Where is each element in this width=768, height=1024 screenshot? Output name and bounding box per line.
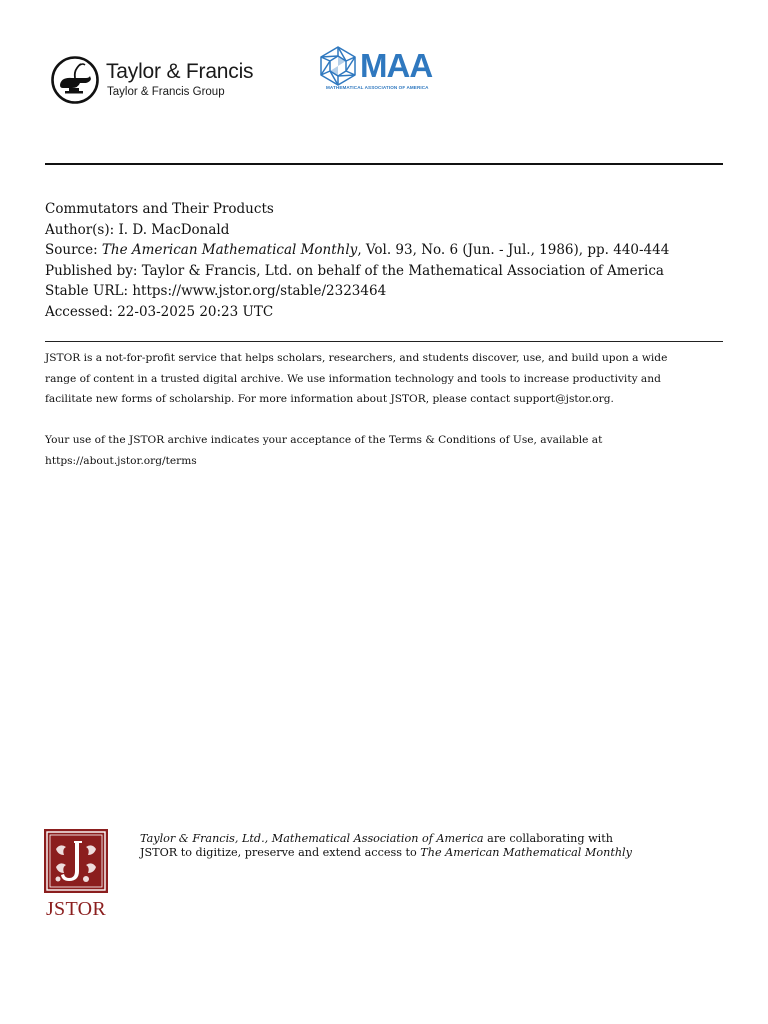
top-divider xyxy=(45,163,723,165)
taylor-francis-logo xyxy=(50,55,270,107)
source-label: Source: xyxy=(45,242,98,258)
taylor-francis-group: Taylor & Francis Group xyxy=(107,86,225,98)
jstor-seal-icon xyxy=(44,829,108,893)
notice-paragraph-terms xyxy=(45,430,725,471)
notice-line: facilitate new forms of scholarship. For more information about JSTOR, please contact support@jstor.org. xyxy=(45,393,614,405)
notice-line: range of content in a trusted digital archive. We use information technology and tools to increase productivity and xyxy=(45,372,661,385)
terms-link[interactable]: https://about.jstor.org/terms xyxy=(45,454,197,467)
source-details: , Vol. 93, No. 6 (Jun. - Jul., 1986), pp. 440-444 xyxy=(357,242,670,258)
publisher: Taylor & Francis, Ltd. on behalf of the Mathematical Association of America xyxy=(141,262,664,279)
notice-line: JSTOR is a not-for-profit service that helps scholars, researchers, and students discover, use, and build upon a wide xyxy=(45,352,668,364)
collab-line-2 xyxy=(140,846,700,860)
source-line xyxy=(45,240,735,261)
collab-prefix: JSTOR to digitize, preserve and extend access to xyxy=(140,845,421,859)
accessed-label: Accessed: xyxy=(45,303,113,320)
stable-url-label: Stable URL: xyxy=(45,283,129,299)
jstor-logo xyxy=(44,829,108,921)
stable-url-link[interactable]: https://www.jstor.org/stable/2323464 xyxy=(132,283,387,299)
accessed-date: 22-03-2025 20:23 UTC xyxy=(117,303,274,320)
stable-url-line xyxy=(45,281,735,302)
collab-middle: are collaborating with xyxy=(483,832,613,845)
taylor-francis-lamp-icon xyxy=(50,55,100,105)
taylor-francis-name: Taylor & Francis xyxy=(106,60,254,83)
published-label: Published by: xyxy=(45,262,138,279)
notice-line: Your use of the JSTOR archive indicates your acceptance of the Terms & Conditions of Use, available at xyxy=(45,434,603,446)
source-journal: The American Mathematical Monthly xyxy=(101,242,358,258)
jstor-notice xyxy=(45,348,725,471)
author-name: I. D. MacDonald xyxy=(118,221,230,238)
published-line xyxy=(45,261,735,282)
maa-logo xyxy=(316,44,433,98)
jstor-wordmark: JSTOR xyxy=(45,898,107,920)
author-label: Author(s): xyxy=(45,221,115,238)
author-line xyxy=(45,220,735,241)
collab-journal: The American Mathematical Monthly xyxy=(420,845,632,859)
accessed-line xyxy=(45,302,735,323)
collab-publishers: Taylor & Francis, Ltd., Mathematical Association of America xyxy=(140,832,484,845)
middle-divider xyxy=(45,341,723,342)
maa-abbr: MAA xyxy=(360,47,433,84)
collaboration-statement xyxy=(140,832,700,859)
article-title: Commutators and Their Products xyxy=(45,201,274,217)
maa-polyhedron-icon xyxy=(316,44,360,88)
maa-full-name: MATHEMATICAL ASSOCIATION OF AMERICA xyxy=(326,85,429,90)
notice-paragraph-about xyxy=(45,348,725,410)
article-metadata xyxy=(45,199,735,322)
collab-line-1 xyxy=(140,832,700,846)
